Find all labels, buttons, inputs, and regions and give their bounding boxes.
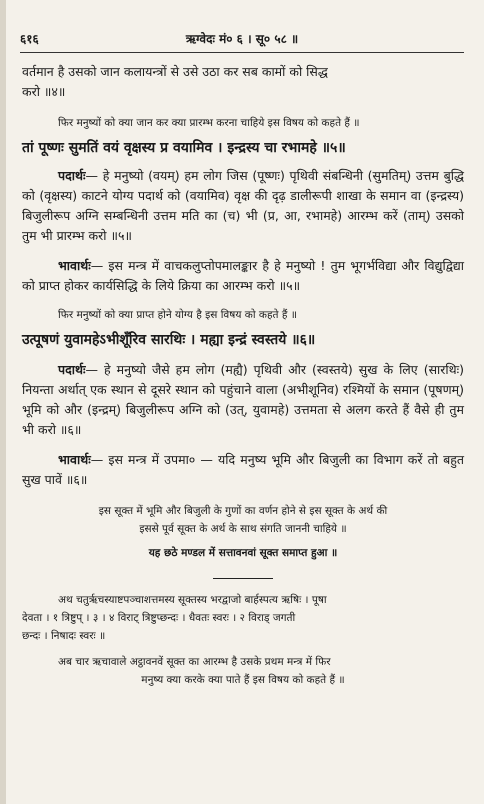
section-divider [213,578,273,579]
bhavartha-text: — इस मन्त्र में वाचकलुप्तोपमालङ्कार है हे मनुष्यो ! तुम भूगर्भविद्या और विद्युद्विद्या को प्राप्त होकर कार्यसिद्धि के लिये क्रिया का आरम्भ करो ॥५॥ [22,258,464,293]
padartha-5 [22,166,464,246]
running-title: ऋग्वेदः मं० ६ । सू० ५८ ॥ [185,32,299,46]
intro-line-1: वर्तमान है उसको जान कलायन्त्रों से उसे उठा कर सब कामों को सिद्ध [22,64,328,79]
summary-line-2: इससे पूर्व सूक्त के अर्थ के साथ संगति जाननी चाहिये ॥ [139,523,347,535]
padartha-6 [22,360,464,440]
bhavartha-label: भावार्थः [58,452,91,467]
header-rule [20,52,464,53]
next-intro-line-2: मनुष्य क्या करके क्या पाते हैं इस विषय को कहते हैं ॥ [141,674,345,686]
rishi-line-1: अथ चतुर्ऋचस्याष्टपञ्चाशत्तमस्य सूक्तस्य भरद्वाजो बार्हस्पत्य ऋषिः । पूषा [58,594,327,606]
bhavartha-text: — इस मन्त्र में उपमा० — यदि मनुष्य भूमि और बिजुली का विभाग करें तो बहुत सुख पावें ॥६॥ [22,452,464,487]
mantra-6: उत्पूषणं युवामहेऽभीशूँरिव सारथिः । मह्या इन्द्रं स्वस्तये ॥६॥ [22,332,316,348]
intro-line-2: करो ॥४॥ [22,84,66,99]
bhavartha-label: भावार्थः [58,258,91,273]
page-number: ६१६ [20,32,39,46]
padartha-label: पदार्थः [58,168,86,183]
question-6: फिर मनुष्यों को क्या प्राप्त होने योग्य है इस विषय को कहते हैं ॥ [58,309,298,321]
mantra-5: तां पूष्णः सुमतिं वयं वृक्षस्य प्र वयामिव । इन्द्रस्य चा रभामहे ॥५॥ [22,140,346,156]
padartha-label: पदार्थः [58,362,86,377]
question-5: फिर मनुष्यों को क्या जान कर क्या प्रारम्भ करना चाहिये इस विषय को कहते हैं ॥ [58,117,360,129]
rishi-line-2: देवता । १ त्रिष्टुप् । ३ । ४ विराट् त्रिष्टुप्छन्दः । धैवतः स्वरः । २ विराड् जगती [22,612,296,624]
padartha-text: — हे मनुष्यो जैसे हम लोग (मह्यै) पृथिवी और (स्वस्तये) सुख के लिए (सारथिः) नियन्ता अर्थात् एक स्थान से दूसरे स्थान को पहुंचाने वाला (अभीशूनिव) रश्मियों के समान (पूषणम्) भूमि को और (इन्द्रम्) बिजुलीरूप अग्नि को (उत्, युवामहे) उत्तमता से अलग करते हैं वैसे ही तुम भी करो ॥६॥ [22,362,464,437]
bhavartha-5 [22,256,464,296]
padartha-text: — हे मनुष्यो (वयम्) हम लोग जिस (पूष्णः) पृथिवी संबन्धिनी (सुमतिम्) उत्तम बुद्धि को (वृक्षस्य) काटने योग्य पदार्थ को (वयामिव) वृक्ष की दृढ़ डालीरूपी शाखा के समान वा (इन्द्रस्य) बिजुलीरूप अग्नि सम्बन्धिनी उत्तम मति का (च) भी (प्र, आ, रभामहे) आरम्भ करें (ताम्) उसको तुम भी प्रारम्भ करो ॥५॥ [22,168,464,243]
sukta-end-note: यह छठे मण्डल में सत्तावनवां सूक्त समाप्त हुआ ॥ [148,547,338,559]
next-intro-line-1: अब चार ऋचावाले अट्ठावनवें सूक्त का आरम्भ है उसके प्रथम मन्त्र में फिर [58,656,331,668]
bhavartha-6 [22,450,464,490]
summary-line-1: इस सूक्त में भूमि और बिजुली के गुणों का वर्णन होने से इस सूक्त के अर्थ की [98,505,388,517]
page-edge [0,0,6,804]
rishi-line-3: छन्दः । निषादः स्वरः ॥ [22,630,106,642]
page-header [20,30,464,50]
page-content [22,62,464,689]
